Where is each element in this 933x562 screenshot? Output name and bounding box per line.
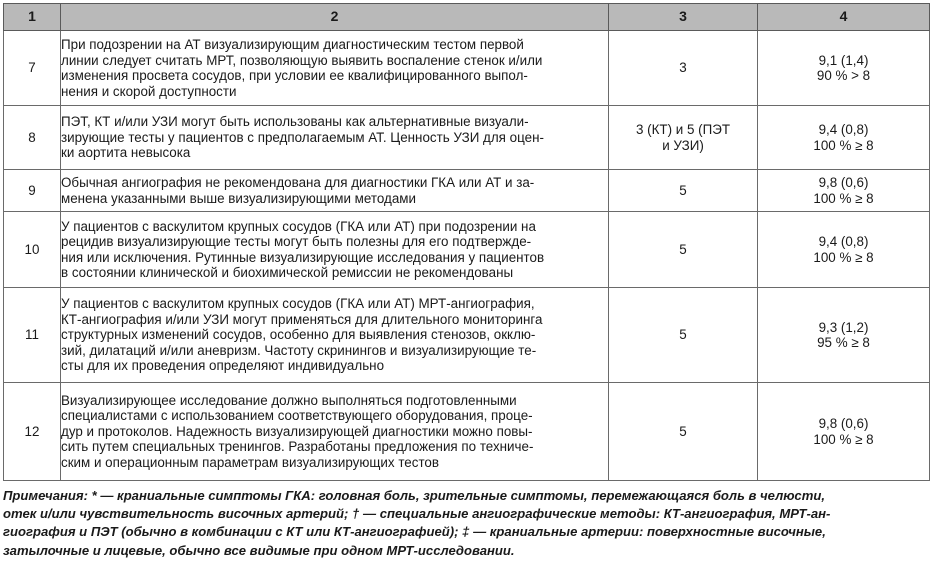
row-number: 8 [4,106,61,170]
text-line: Визуализирующее исследование должно выполняться подготовленными [61,392,517,408]
level-line: 5 [679,182,687,198]
text-line: Обычная ангиография не рекомендована для диагностики ГКА или АТ и за- [61,175,535,190]
text-line: структурных изменений сосудов, особенно для выявления стенозов, окклю- [61,327,536,343]
text-line: зирующие тесты у пациентов с предполагаемым АТ. Ценность УЗИ для оцен- [61,129,544,145]
table-row [4,383,930,481]
text-line: ПЭТ, КТ и/или УЗИ могут быть использованы как альтернативные визуали- [61,114,529,130]
score-percent: 100 % ≥ 8 [813,249,874,265]
score-mean: 9,1 (1,4) [818,52,869,68]
recommendation-text [61,170,609,212]
recommendation-text [61,288,609,383]
column-header-3: 3 [609,4,758,31]
note-line: отек и/или чувствительность височных артерий; † — специальные ангиографические методы: КТ-ангиография, МРТ-ан- [3,506,831,522]
table-row [4,106,930,170]
row-number: 7 [4,31,61,106]
recommendation-text [61,212,609,288]
score-mean: 9,8 (0,6) [818,175,869,190]
text-line: изменения просвета сосудов, при условии ее квалифицированного выпол- [61,68,528,83]
row-number: 12 [4,383,61,481]
agreement-score [758,212,930,288]
text-line: При подозрении на АТ визуализирующим диагностическим тестом первой [61,37,524,52]
text-line: в состоянии клинической и биохимической ремиссии не рекомендованы [61,265,514,280]
column-header-4: 4 [758,4,930,31]
score-mean: 9,3 (1,2) [818,319,869,335]
text-line: ским и операционным параметрам визуализирующих тестов [61,454,439,470]
text-line: КТ-ангиография и/или УЗИ могут применяться для длительного мониторинга [61,311,543,327]
evidence-level [609,288,758,383]
text-line: зий, дилатаций и/или аневризм. Частоту скринингов и визуализирующие те- [61,342,537,358]
agreement-score [758,106,930,170]
score-percent: 100 % ≥ 8 [813,431,874,447]
text-line: сить путем специальных тренингов. Разработаны предложения по техниче- [61,439,534,455]
column-header-1: 1 [4,4,61,31]
text-line: нения и скорой доступности [61,83,237,99]
evidence-level [609,212,758,288]
table-row [4,31,930,106]
recommendation-text [61,106,609,170]
recommendation-text [61,31,609,106]
level-line: 3 (КТ) и 5 (ПЭТ [635,122,731,137]
level-line: 3 [679,60,687,76]
text-line: У пациентов с васкулитом крупных сосудов (ГКА или АТ) МРТ-ангиография, [61,296,535,312]
level-line: 5 [679,241,687,257]
text-line: У пациентов с васкулитом крупных сосудов (ГКА или АТ) при подозрении на [61,218,536,234]
score-mean: 9,8 (0,6) [818,416,869,431]
text-line: ки аортита невысока [61,145,191,161]
table-body [4,31,930,481]
note-line: Примечания: * — краниальные симптомы ГКА: головная боль, зрительные симптомы, перемежающаяся боль в челюсти, [3,488,825,503]
column-header-2: 2 [61,4,609,31]
text-line: ния или исключения. Рутинные визуализирующие исследования у пациентов [61,249,545,265]
table-row [4,212,930,288]
score-percent: 90 % > 8 [816,68,871,83]
recommendation-text [61,383,609,481]
table-row [4,170,930,212]
score-mean: 9,4 (0,8) [818,122,869,137]
text-line: рецидив визуализирующие тесты могут быть полезны для его подтвержде- [61,234,532,249]
table-row [4,288,930,383]
table-header-row [4,4,930,31]
table-notes [3,487,929,560]
score-percent: 100 % ≥ 8 [813,190,874,206]
note-line: затылочные и лицевые, обычно все видимые при одном МРТ-исследовании. [3,542,515,558]
text-line: менена указанными выше визуализирующими методами [61,190,416,206]
text-line: сты для их проведения определяют индивидуально [61,358,385,374]
text-line: линии следует считать МРТ, позволяющую выявить воспаление стенок и/или [61,52,543,68]
score-percent: 100 % ≥ 8 [813,137,874,153]
agreement-score [758,288,930,383]
text-line: специалистами с использованием соответствующего оборудования, проце- [61,408,533,424]
agreement-score [758,383,930,481]
level-line: и УЗИ) [662,137,704,153]
agreement-score [758,31,930,106]
recommendations-table [3,3,930,481]
level-line: 5 [679,423,687,439]
score-percent: 95 % ≥ 8 [817,335,870,350]
level-line: 5 [679,327,687,343]
row-number: 10 [4,212,61,288]
evidence-level [609,31,758,106]
row-number: 11 [4,288,61,383]
agreement-score [758,170,930,212]
evidence-level [609,170,758,212]
note-line: гиография и ПЭТ (обычно в комбинации с КТ или КТ-ангиографией); ‡ — краниальные артерии: поверхностные височные, [3,524,826,540]
score-mean: 9,4 (0,8) [818,234,869,249]
row-number: 9 [4,170,61,212]
text-line: дур и протоколов. Надежность визуализирующей диагностики можно повы- [61,423,533,439]
evidence-level [609,383,758,481]
evidence-level [609,106,758,170]
